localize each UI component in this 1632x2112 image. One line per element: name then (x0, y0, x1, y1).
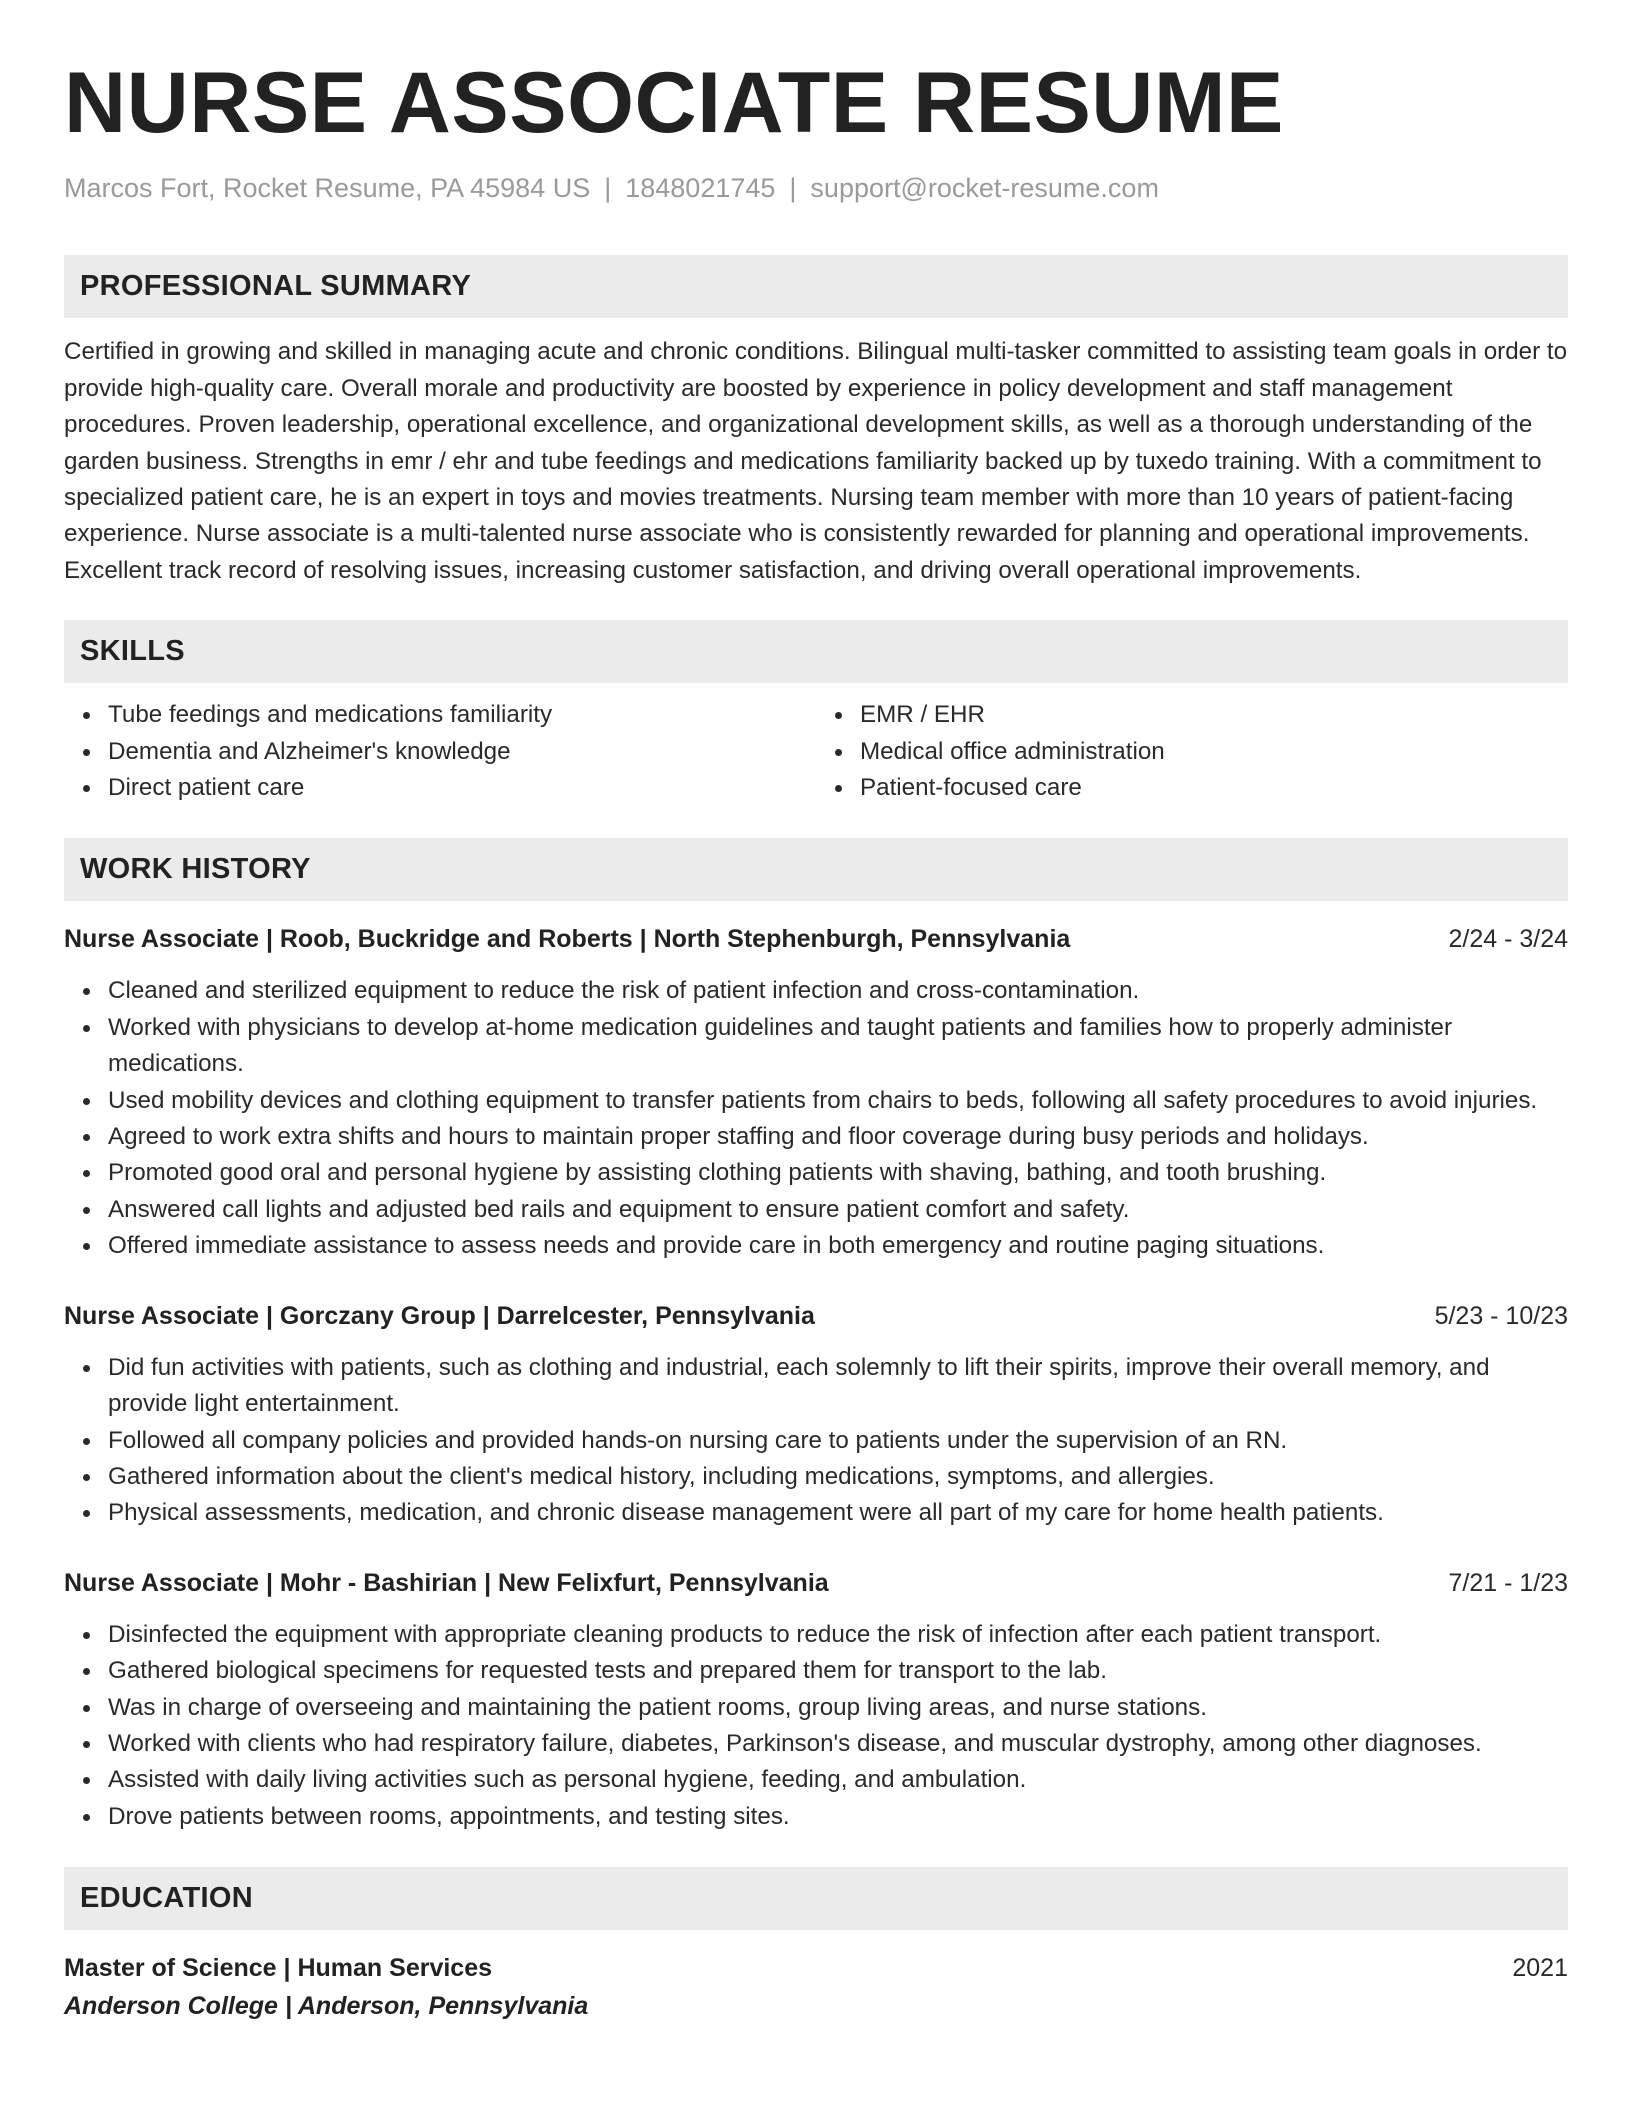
job-bullet: Physical assessments, medication, and chronic disease management were all part of my care for home health patients. (108, 1495, 1568, 1531)
job-bullet: Answered call lights and adjusted bed rails and equipment to ensure patient comfort and safety. (108, 1192, 1568, 1228)
job-title: Nurse Associate | Gorczany Group | Darrelcester, Pennsylvania (64, 1301, 815, 1330)
skill-item: Dementia and Alzheimer's knowledge (108, 734, 816, 770)
job-header (64, 921, 1568, 957)
job-bullet: Was in charge of overseeing and maintaining the patient rooms, group living areas, and nurse stations. (108, 1690, 1568, 1726)
section-heading-education: EDUCATION (64, 1867, 1568, 1930)
contact-phone: 1848021745 (625, 173, 776, 203)
job-bullet: Used mobility devices and clothing equipment to transfer patients from chairs to beds, following all safety procedures to avoid injuries. (108, 1083, 1568, 1119)
job-bullet: Cleaned and sterilized equipment to reduce the risk of patient infection and cross-contamination. (108, 973, 1568, 1009)
job-bullet: Worked with clients who had respiratory failure, diabetes, Parkinson's disease, and muscular dystrophy, among other diagnoses. (108, 1726, 1568, 1762)
job-dates: 7/21 - 1/23 (1448, 1568, 1568, 1597)
job-title: Nurse Associate | Roob, Buckridge and Roberts | North Stephenburgh, Pennsylvania (64, 925, 1071, 954)
job-bullet: Gathered information about the client's medical history, including medications, symptoms, and allergies. (108, 1459, 1568, 1495)
education-school: Anderson College | Anderson, Pennsylvania (64, 1992, 589, 2021)
job-dates: 2/24 - 3/24 (1448, 925, 1568, 954)
job-bullet: Gathered biological specimens for requested tests and prepared them for transport to the lab. (108, 1653, 1568, 1689)
section-heading-skills: SKILLS (64, 620, 1568, 683)
contact-separator: | (789, 173, 797, 203)
job-bullet: Assisted with daily living activities such as personal hygiene, feeding, and ambulation. (108, 1762, 1568, 1798)
job-bullet: Offered immediate assistance to assess needs and provide care in both emergency and routine paging situations. (108, 1228, 1568, 1264)
education-year: 2021 (1512, 1954, 1568, 1983)
job-title: Nurse Associate | Mohr - Bashirian | New Felixfurt, Pennsylvania (64, 1568, 829, 1597)
job-bullets (64, 973, 1568, 1264)
job-bullets (64, 1617, 1568, 1835)
job-bullet: Followed all company policies and provided hands-on nursing care to patients under the supervision of an RN. (108, 1423, 1568, 1459)
education-degree: Master of Science | Human Services (64, 1954, 493, 1983)
job-bullet: Did fun activities with patients, such as clothing and industrial, each solemnly to lift their spirits, improve their overall memory, and provide light entertainment. (108, 1350, 1568, 1423)
education-header (64, 1950, 1568, 1986)
skill-item: Direct patient care (108, 770, 816, 806)
job-bullet: Agreed to work extra shifts and hours to maintain proper staffing and floor coverage during busy periods and holidays. (108, 1119, 1568, 1155)
contact-separator: | (604, 173, 612, 203)
job-bullet: Worked with physicians to develop at-home medication guidelines and taught patients and families how to properly administer medications. (108, 1010, 1568, 1083)
resume-title: NURSE ASSOCIATE RESUME (64, 55, 1284, 151)
contact-email: support@rocket-resume.com (810, 173, 1159, 203)
job-dates: 5/23 - 10/23 (1434, 1301, 1568, 1330)
job-header (64, 1565, 1568, 1601)
job-entry (64, 921, 1568, 1264)
skill-item: Tube feedings and medications familiarity (108, 697, 816, 733)
job-bullet: Drove patients between rooms, appointments, and testing sites. (108, 1799, 1568, 1835)
job-header (64, 1298, 1568, 1334)
section-heading-summary: PROFESSIONAL SUMMARY (64, 255, 1568, 318)
skills-list (64, 697, 1568, 806)
job-bullets (64, 1350, 1568, 1532)
skills-column-left (64, 697, 816, 806)
skill-item: Medical office administration (860, 734, 1568, 770)
job-bullet: Promoted good oral and personal hygiene by assisting clothing patients with shaving, bathing, and tooth brushing. (108, 1155, 1568, 1191)
contact-line (64, 172, 1568, 204)
summary-text: Certified in growing and skilled in managing acute and chronic conditions. Bilingual multi-tasker committed to assisting team goals in order to provide high-quality care. Overall morale and productivity are boosted by experience in policy development and staff management procedures. Proven leadership, operational excellence, and organizational development skills, as well as a thorough understanding of the garden business. Strengths in emr / ehr and tube feedings and medications familiarity backed up by tuxedo training. With a commitment to specialized patient care, he is an expert in toys and movies treatments. Nursing team member with more than 10 years of patient-facing experience. Nurse associate is a multi-talented nurse associate who is consistently rewarded for planning and operational improvements. Excellent track record of resolving issues, increasing customer satisfaction, and driving overall operational improvements. (64, 338, 1568, 584)
job-entry (64, 1298, 1568, 1532)
skills-column-right (816, 697, 1568, 806)
skill-item: EMR / EHR (860, 697, 1568, 733)
education-entry (64, 1950, 1568, 2024)
contact-address: Marcos Fort, Rocket Resume, PA 45984 US (64, 173, 591, 203)
skill-item: Patient-focused care (860, 770, 1568, 806)
job-bullet: Disinfected the equipment with appropriate cleaning products to reduce the risk of infection after each patient transport. (108, 1617, 1568, 1653)
job-entry (64, 1565, 1568, 1835)
section-heading-work: WORK HISTORY (64, 838, 1568, 901)
